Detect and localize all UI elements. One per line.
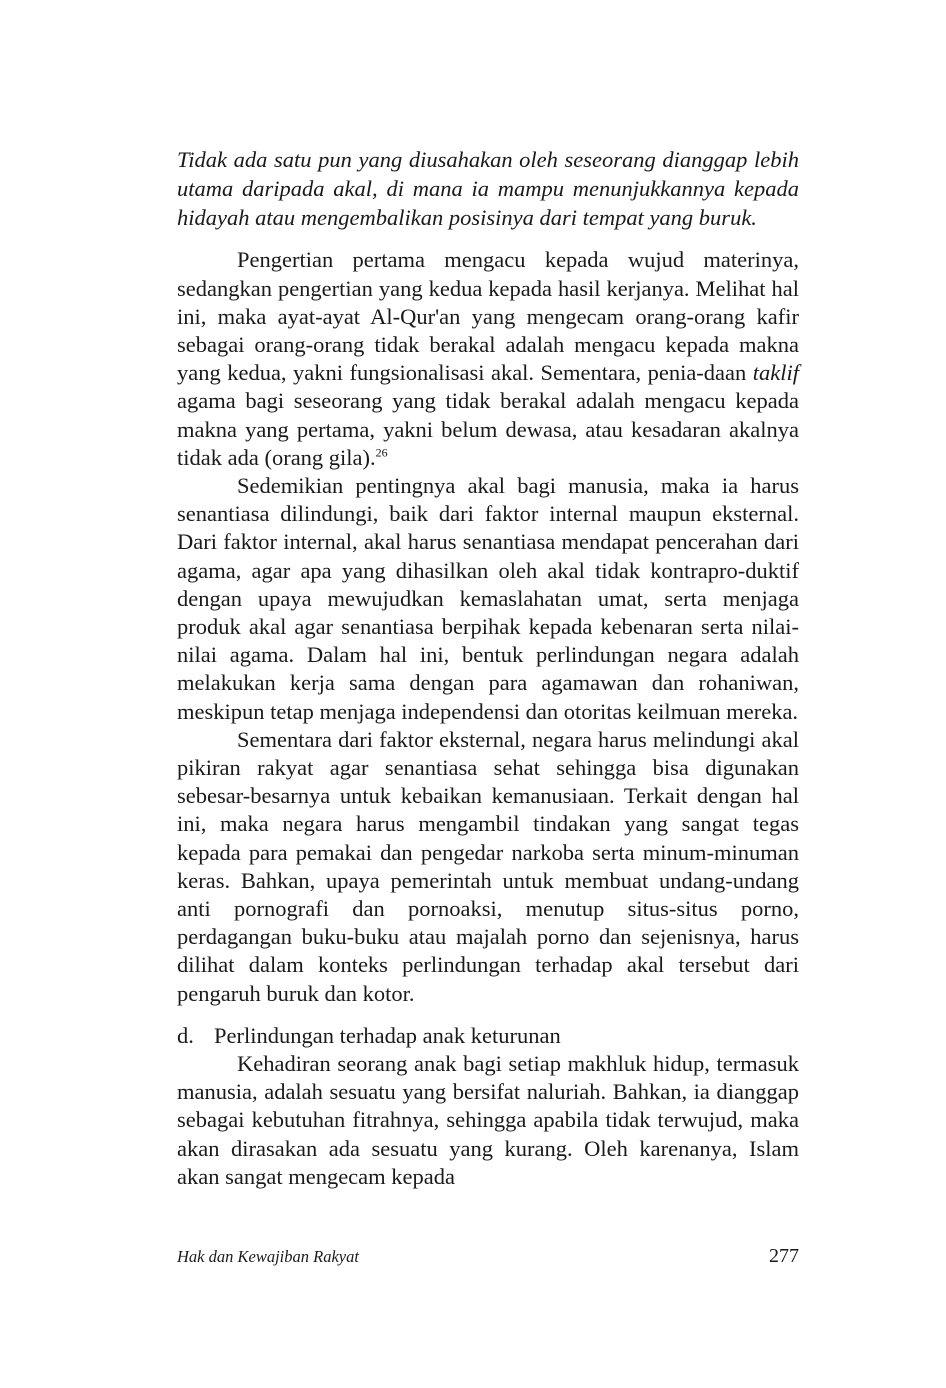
paragraph-4: Kehadiran seorang anak bagi setiap makhluk hidup, termasuk manusia, adalah sesuatu yang bersifat naluriah. Bahkan, ia dianggap sebagai kebutuhan fitrahnya, sehingga apabila tidak terwujud, maka akan dirasakan ada sesuatu yang kurang. Oleh karenanya, Islam akan sangat mengecam kepada: [177, 1051, 799, 1189]
running-title: Hak dan Kewajiban Rakyat: [177, 1247, 359, 1266]
section-marker: d.: [177, 1022, 194, 1048]
page-body: [177, 146, 799, 1191]
paragraph-1-text-a: Pengertian pertama mengacu kepada wujud materinya, sedangkan pengertian yang kedua kepada hasil kerjanya. Melihat hal ini, maka ayat-ayat Al-Qur'an yang mengecam orang-orang kafir sebagai orang-orang tidak berakal adalah mengacu kepada makna yang kedua, yakni fungsionalisasi akal. Sementara, penia-daan: [177, 247, 799, 386]
term-taklif: taklif: [752, 360, 799, 386]
paragraph-2: Sedemikian pentingnya akal bagi manusia, maka ia harus senantiasa dilindungi, baik dari faktor internal maupun eksternal. Dari faktor internal, akal harus senantiasa mendapat pencerahan dari agama, agar apa yang dihasilkan oleh akal tidak kontrapro-duktif dengan upaya mewujudkan kemaslahatan umat, serta menjaga produk akal agar senantiasa berpihak kepada kebenaran serta nilai-nilai agama. Dalam hal ini, bentuk perlindungan negara adalah melakukan kerja sama dengan para agamawan dan rohaniwan, meskipun tetap menjaga independensi dan otoritas keilmuan mereka.: [177, 473, 799, 724]
paragraph-3: Sementara dari faktor eksternal, negara harus melindungi akal pikiran rakyat agar senantiasa sehat sehingga bisa digunakan sebesar-besarnya untuk kebaikan kemanusiaan. Terkait dengan hal ini, maka negara harus mengambil tindakan yang sangat tegas kepada para pemakai dan pengedar narkoba serta minum-minuman keras. Bahkan, upaya pemerintah untuk membuat undang-undang anti pornografi dan pornoaksi, menutup situs-situs porno, perdagangan buku-buku atau majalah porno dan sejenisnya, harus dilihat dalam konteks perlindungan terhadap akal tersebut dari pengaruh buruk dan kotor.: [177, 726, 799, 1006]
footnote-marker[interactable]: 26: [375, 445, 388, 460]
section-heading: [177, 1022, 799, 1050]
page-number: 277: [769, 1245, 799, 1267]
paragraph-1: [177, 246, 799, 472]
block-quote: Tidak ada satu pun yang diusahakan oleh seseorang dianggap lebih utama daripada akal, di mana ia mampu menunjukkannya kepada hidayah atau mengembalikan posisinya dari tempat yang buruk.: [177, 147, 799, 230]
section-title: Perlindungan terhadap anak keturunan: [214, 1022, 561, 1048]
page-footer: [177, 1247, 799, 1273]
paragraph-1-text-b: agama bagi seseorang yang tidak berakal adalah mengacu kepada makna yang pertama, yakni belum dewasa, atau kesadaran akalnya tidak ada (orang gila).: [177, 388, 799, 470]
